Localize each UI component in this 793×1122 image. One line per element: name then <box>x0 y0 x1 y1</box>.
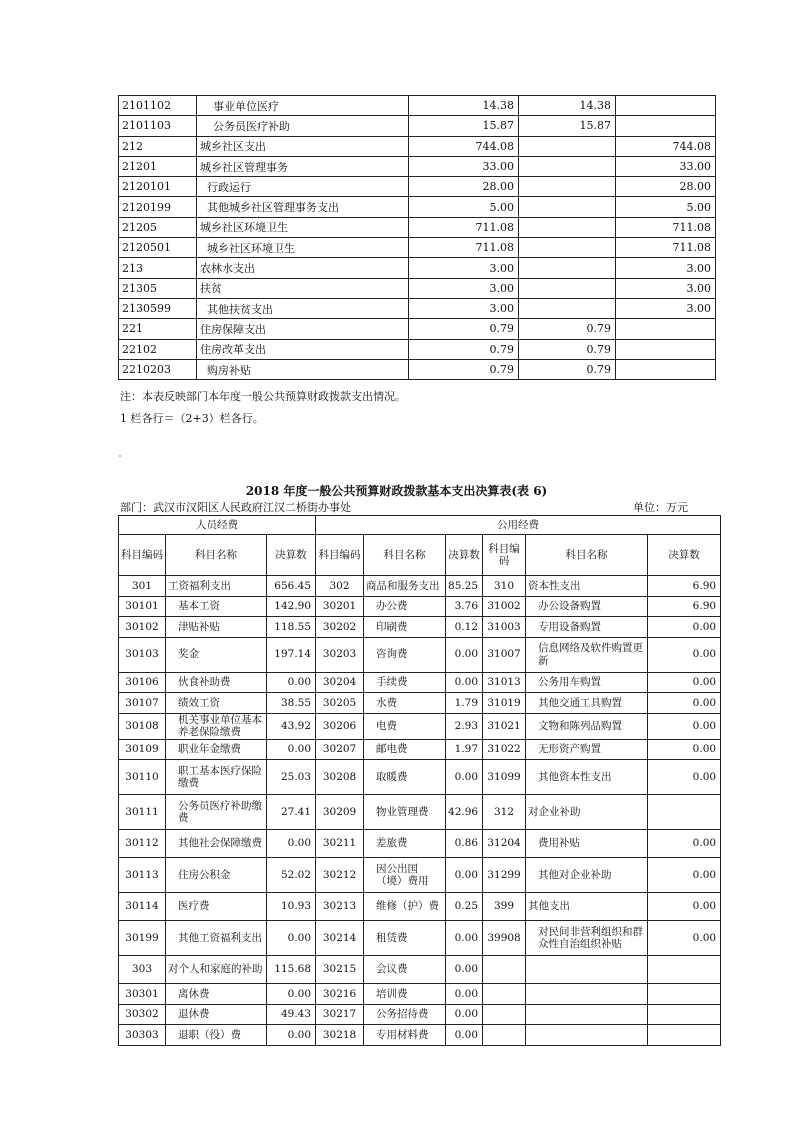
basic-amount: 14.38 <box>519 96 616 116</box>
total-amount: 5.00 <box>409 197 519 217</box>
subject-code: 30106 <box>119 672 166 693</box>
amount: 43.92 <box>267 713 316 739</box>
subject-code: 30302 <box>119 1004 166 1025</box>
subject-code: 39908 <box>483 921 526 956</box>
table-row <box>119 1025 721 1046</box>
total-amount: 14.38 <box>409 96 519 116</box>
amount: 0.00 <box>446 760 483 795</box>
subject-name: 水费 <box>364 693 446 714</box>
project-amount: 744.08 <box>616 136 716 156</box>
basic-amount <box>519 298 616 318</box>
table-row <box>119 795 721 830</box>
total-amount: 3.00 <box>409 298 519 318</box>
subject-code: 21305 <box>119 278 197 298</box>
table-row <box>119 197 716 217</box>
subject-name: 手续费 <box>364 672 446 693</box>
column-header-row <box>119 535 721 576</box>
amount: 0.00 <box>648 858 721 893</box>
subject-code: 31299 <box>483 858 526 893</box>
amount: 0.12 <box>446 617 483 638</box>
subject-name: 城乡社区环境卫生 <box>197 217 409 237</box>
table-note-formula: 1 栏各行＝（2+3）栏各行。 <box>120 412 264 425</box>
subject-name: 事业单位医疗 <box>197 96 409 116</box>
table-row <box>119 637 721 672</box>
amount: 197.14 <box>267 637 316 672</box>
group-header-row <box>119 516 721 535</box>
subject-code <box>483 956 526 984</box>
subject-name: 公务招待费 <box>364 1004 446 1025</box>
amount: 118.55 <box>267 617 316 638</box>
subject-name: 绩效工资 <box>166 693 267 714</box>
subject-name <box>526 1025 648 1046</box>
col-name: 科目名称 <box>526 535 648 576</box>
table-row <box>119 258 716 278</box>
table-row <box>119 921 721 956</box>
project-amount <box>616 359 716 379</box>
amount: 0.00 <box>648 739 721 760</box>
subject-code: 30114 <box>119 893 166 921</box>
subject-code: 30205 <box>316 693 364 714</box>
table-row <box>119 693 721 714</box>
amount: 142.90 <box>267 596 316 617</box>
subject-code: 30108 <box>119 713 166 739</box>
subject-name: 购房补贴 <box>197 359 409 379</box>
total-amount: 711.08 <box>409 217 519 237</box>
subject-code <box>483 1004 526 1025</box>
table-row <box>119 278 716 298</box>
table-row <box>119 672 721 693</box>
amount: 0.00 <box>446 1004 483 1025</box>
basic-amount: 0.79 <box>519 339 616 359</box>
subject-code: 30218 <box>316 1025 364 1046</box>
table-row <box>119 156 716 176</box>
col-code: 科目编码 <box>316 535 364 576</box>
amount: 6.90 <box>648 596 721 617</box>
subject-code: 22102 <box>119 339 197 359</box>
amount <box>648 795 721 830</box>
subject-code: 310 <box>483 576 526 597</box>
subject-code: 30202 <box>316 617 364 638</box>
subject-code: 30215 <box>316 956 364 984</box>
table-row <box>119 217 716 237</box>
amount: 0.00 <box>648 760 721 795</box>
col-name: 科目名称 <box>364 535 446 576</box>
table-row <box>119 984 721 1005</box>
col-name: 科目名称 <box>166 535 267 576</box>
subject-code: 30214 <box>316 921 364 956</box>
subject-code: 30201 <box>316 596 364 617</box>
subject-name: 住房公积金 <box>166 858 267 893</box>
amount: 42.96 <box>446 795 483 830</box>
subject-code: 2101103 <box>119 116 197 136</box>
subject-name: 职业年金缴费 <box>166 739 267 760</box>
subject-name: 其他对企业补助 <box>526 858 648 893</box>
basic-amount <box>519 156 616 176</box>
total-amount: 0.79 <box>409 319 519 339</box>
subject-code: 30112 <box>119 830 166 858</box>
amount: 0.25 <box>446 893 483 921</box>
subject-code: 2120101 <box>119 177 197 197</box>
basic-amount <box>519 217 616 237</box>
amount: 0.00 <box>267 739 316 760</box>
subject-name: 维修（护）费 <box>364 893 446 921</box>
total-amount: 33.00 <box>409 156 519 176</box>
table-note: 注：本表反映部门本年度一般公共预算财政拨款支出情况。 <box>120 390 406 403</box>
subject-code <box>483 1025 526 1046</box>
subject-name: 差旅费 <box>364 830 446 858</box>
subject-code: 30103 <box>119 637 166 672</box>
table-row <box>119 713 721 739</box>
project-amount: 3.00 <box>616 278 716 298</box>
amount: 0.00 <box>267 672 316 693</box>
subject-name: 扶贫 <box>197 278 409 298</box>
amount: 0.00 <box>446 1025 483 1046</box>
subject-name: 电费 <box>364 713 446 739</box>
subject-code: 30102 <box>119 617 166 638</box>
page-mark <box>119 455 121 457</box>
subject-code: 30111 <box>119 795 166 830</box>
subject-code: 21205 <box>119 217 197 237</box>
project-amount: 711.08 <box>616 238 716 258</box>
col-amount: 决算数 <box>648 535 721 576</box>
amount: 3.76 <box>446 596 483 617</box>
subject-code: 31099 <box>483 760 526 795</box>
subject-code: 2120501 <box>119 238 197 258</box>
amount <box>648 1004 721 1025</box>
subject-code: 30199 <box>119 921 166 956</box>
subject-name: 住房改革支出 <box>197 339 409 359</box>
col-code: 科目编码 <box>119 535 166 576</box>
total-amount: 3.00 <box>409 258 519 278</box>
table-row <box>119 359 716 379</box>
subject-name: 租赁费 <box>364 921 446 956</box>
amount: 0.00 <box>446 921 483 956</box>
table-row <box>119 96 716 116</box>
subject-code: 30303 <box>119 1025 166 1046</box>
subject-name: 其他城乡社区管理事务支出 <box>197 197 409 217</box>
subject-name: 住房保障支出 <box>197 319 409 339</box>
subject-name: 城乡社区支出 <box>197 136 409 156</box>
subject-name: 退职（役）费 <box>166 1025 267 1046</box>
subject-code: 31013 <box>483 672 526 693</box>
amount: 49.43 <box>267 1004 316 1025</box>
project-amount: 5.00 <box>616 197 716 217</box>
subject-name: 对企业补助 <box>526 795 648 830</box>
project-amount: 711.08 <box>616 217 716 237</box>
subject-name: 其他社会保障缴费 <box>166 830 267 858</box>
subject-name: 物业管理费 <box>364 795 446 830</box>
subject-name: 办公费 <box>364 596 446 617</box>
amount: 0.00 <box>446 858 483 893</box>
subject-name: 伙食补助费 <box>166 672 267 693</box>
subject-name: 公务员医疗补助 <box>197 116 409 136</box>
subject-name: 职工基本医疗保险缴费 <box>166 760 267 795</box>
subject-name: 城乡社区环境卫生 <box>197 238 409 258</box>
amount: 0.00 <box>446 984 483 1005</box>
amount: 85.25 <box>446 576 483 597</box>
subject-code: 30209 <box>316 795 364 830</box>
subject-code: 31022 <box>483 739 526 760</box>
table-row <box>119 617 721 638</box>
subject-name: 对民间非营利组织和群众性自治组织补贴 <box>526 921 648 956</box>
amount: 0.00 <box>267 921 316 956</box>
subject-name <box>526 984 648 1005</box>
project-amount: 3.00 <box>616 258 716 278</box>
subject-code: 30208 <box>316 760 364 795</box>
subject-code: 221 <box>119 319 197 339</box>
unit-label: 单位：万元 <box>633 501 688 514</box>
amount: 0.00 <box>648 617 721 638</box>
subject-code: 31007 <box>483 637 526 672</box>
project-amount <box>616 116 716 136</box>
subject-name: 邮电费 <box>364 739 446 760</box>
basic-amount <box>519 177 616 197</box>
subject-code: 2210203 <box>119 359 197 379</box>
table-row <box>119 830 721 858</box>
amount: 1.97 <box>446 739 483 760</box>
table-row <box>119 238 716 258</box>
basic-amount <box>519 258 616 278</box>
subject-name <box>526 956 648 984</box>
subject-name: 退休费 <box>166 1004 267 1025</box>
subject-code: 31002 <box>483 596 526 617</box>
amount <box>648 956 721 984</box>
subject-code: 30213 <box>316 893 364 921</box>
amount: 10.93 <box>267 893 316 921</box>
subject-code: 2101102 <box>119 96 197 116</box>
subject-code: 30110 <box>119 760 166 795</box>
subject-name: 医疗费 <box>166 893 267 921</box>
basic-amount <box>519 197 616 217</box>
subject-name: 培训费 <box>364 984 446 1005</box>
project-amount <box>616 339 716 359</box>
subject-name: 资本性支出 <box>526 576 648 597</box>
subject-name: 无形资产购置 <box>526 739 648 760</box>
amount: 0.86 <box>446 830 483 858</box>
public-header: 公用经费 <box>316 516 721 535</box>
project-amount: 28.00 <box>616 177 716 197</box>
subject-name: 津贴补贴 <box>166 617 267 638</box>
subject-code: 21201 <box>119 156 197 176</box>
amount: 0.00 <box>648 893 721 921</box>
total-amount: 0.79 <box>409 359 519 379</box>
subject-code: 30203 <box>316 637 364 672</box>
subject-code: 31003 <box>483 617 526 638</box>
subject-code: 30113 <box>119 858 166 893</box>
subject-name: 费用补贴 <box>526 830 648 858</box>
subject-name: 印刷费 <box>364 617 446 638</box>
amount: 38.55 <box>267 693 316 714</box>
amount: 0.00 <box>648 693 721 714</box>
subject-code: 213 <box>119 258 197 278</box>
subject-name: 因公出国（境）费用 <box>364 858 446 893</box>
basic-amount: 15.87 <box>519 116 616 136</box>
subject-name: 行政运行 <box>197 177 409 197</box>
subject-name <box>526 1004 648 1025</box>
amount: 0.00 <box>446 637 483 672</box>
table-row <box>119 319 716 339</box>
subject-code: 303 <box>119 956 166 984</box>
subject-name: 奖金 <box>166 637 267 672</box>
table-row <box>119 116 716 136</box>
total-amount: 15.87 <box>409 116 519 136</box>
col-amount: 决算数 <box>446 535 483 576</box>
project-amount <box>616 319 716 339</box>
subject-name: 商品和服务支出 <box>364 576 446 597</box>
table-row <box>119 339 716 359</box>
amount: 0.00 <box>267 830 316 858</box>
subject-code: 301 <box>119 576 166 597</box>
amount: 656.45 <box>267 576 316 597</box>
subject-name: 离休费 <box>166 984 267 1005</box>
subject-code: 30204 <box>316 672 364 693</box>
amount: 0.00 <box>446 956 483 984</box>
table-row <box>119 1004 721 1025</box>
amount: 0.00 <box>267 984 316 1005</box>
subject-name: 会议费 <box>364 956 446 984</box>
table-row <box>119 177 716 197</box>
subject-name: 咨询费 <box>364 637 446 672</box>
basic-expenditure-table <box>118 515 721 1046</box>
amount: 0.00 <box>648 637 721 672</box>
subject-code: 2120199 <box>119 197 197 217</box>
amount: 0.00 <box>267 1025 316 1046</box>
subject-code: 30211 <box>316 830 364 858</box>
subject-name: 其他扶贫支出 <box>197 298 409 318</box>
total-amount: 744.08 <box>409 136 519 156</box>
amount: 0.00 <box>648 713 721 739</box>
subject-name: 办公设备购置 <box>526 596 648 617</box>
project-amount: 33.00 <box>616 156 716 176</box>
subject-name: 基本工资 <box>166 596 267 617</box>
basic-amount: 0.79 <box>519 359 616 379</box>
amount: 0.00 <box>648 830 721 858</box>
subject-name: 其他资本性支出 <box>526 760 648 795</box>
amount: 0.00 <box>446 672 483 693</box>
total-amount: 28.00 <box>409 177 519 197</box>
table-row <box>119 739 721 760</box>
basic-amount <box>519 278 616 298</box>
project-amount: 3.00 <box>616 298 716 318</box>
table-title: 2018 年度一般公共预算财政拨款基本支出决算表(表 6) <box>245 484 548 498</box>
subject-code <box>483 984 526 1005</box>
subject-name: 公务用车购置 <box>526 672 648 693</box>
total-amount: 3.00 <box>409 278 519 298</box>
subject-code: 312 <box>483 795 526 830</box>
subject-name: 农林水支出 <box>197 258 409 278</box>
amount: 1.79 <box>446 693 483 714</box>
table-row <box>119 136 716 156</box>
table-row <box>119 596 721 617</box>
expenditure-table <box>118 95 716 380</box>
subject-name: 文物和陈列品购置 <box>526 713 648 739</box>
subject-code: 30301 <box>119 984 166 1005</box>
table-row <box>119 760 721 795</box>
subject-name: 其他交通工具购置 <box>526 693 648 714</box>
amount: 52.02 <box>267 858 316 893</box>
basic-amount <box>519 238 616 258</box>
project-amount <box>616 96 716 116</box>
basic-amount: 0.79 <box>519 319 616 339</box>
col-code: 科目编码 <box>483 535 526 576</box>
subject-name: 其他支出 <box>526 893 648 921</box>
subject-name: 公务员医疗补助缴费 <box>166 795 267 830</box>
subject-code: 31021 <box>483 713 526 739</box>
table-row <box>119 956 721 984</box>
subject-code: 30217 <box>316 1004 364 1025</box>
subject-name: 专用材料费 <box>364 1025 446 1046</box>
personnel-header: 人员经费 <box>119 516 316 535</box>
amount: 2.93 <box>446 713 483 739</box>
subject-name: 城乡社区管理事务 <box>197 156 409 176</box>
total-amount: 0.79 <box>409 339 519 359</box>
col-amount: 决算数 <box>267 535 316 576</box>
table-row <box>119 576 721 597</box>
amount: 0.00 <box>648 672 721 693</box>
subject-code: 30101 <box>119 596 166 617</box>
subject-name: 对个人和家庭的补助 <box>166 956 267 984</box>
subject-code: 399 <box>483 893 526 921</box>
subject-code: 212 <box>119 136 197 156</box>
subject-name: 信息网络及软件购置更新 <box>526 637 648 672</box>
subject-name: 工资福利支出 <box>166 576 267 597</box>
table-row <box>119 893 721 921</box>
department-label: 部门：武汉市汉阳区人民政府江汉二桥街办事处 <box>120 501 351 514</box>
table-row <box>119 858 721 893</box>
subject-code: 31204 <box>483 830 526 858</box>
amount: 27.41 <box>267 795 316 830</box>
subject-code: 30107 <box>119 693 166 714</box>
subject-name: 专用设备购置 <box>526 617 648 638</box>
subject-code: 30207 <box>316 739 364 760</box>
subject-code: 302 <box>316 576 364 597</box>
amount <box>648 1025 721 1046</box>
subject-code: 30206 <box>316 713 364 739</box>
subject-name: 取暖费 <box>364 760 446 795</box>
amount: 25.03 <box>267 760 316 795</box>
subject-name: 机关事业单位基本养老保险缴费 <box>166 713 267 739</box>
subject-code: 30216 <box>316 984 364 1005</box>
amount <box>648 984 721 1005</box>
amount: 6.90 <box>648 576 721 597</box>
amount: 115.68 <box>267 956 316 984</box>
subject-code: 30109 <box>119 739 166 760</box>
subject-name: 其他工资福利支出 <box>166 921 267 956</box>
basic-amount <box>519 136 616 156</box>
subject-code: 30212 <box>316 858 364 893</box>
amount: 0.00 <box>648 921 721 956</box>
subject-code: 31019 <box>483 693 526 714</box>
subject-code: 2130599 <box>119 298 197 318</box>
table-row <box>119 298 716 318</box>
total-amount: 711.08 <box>409 238 519 258</box>
